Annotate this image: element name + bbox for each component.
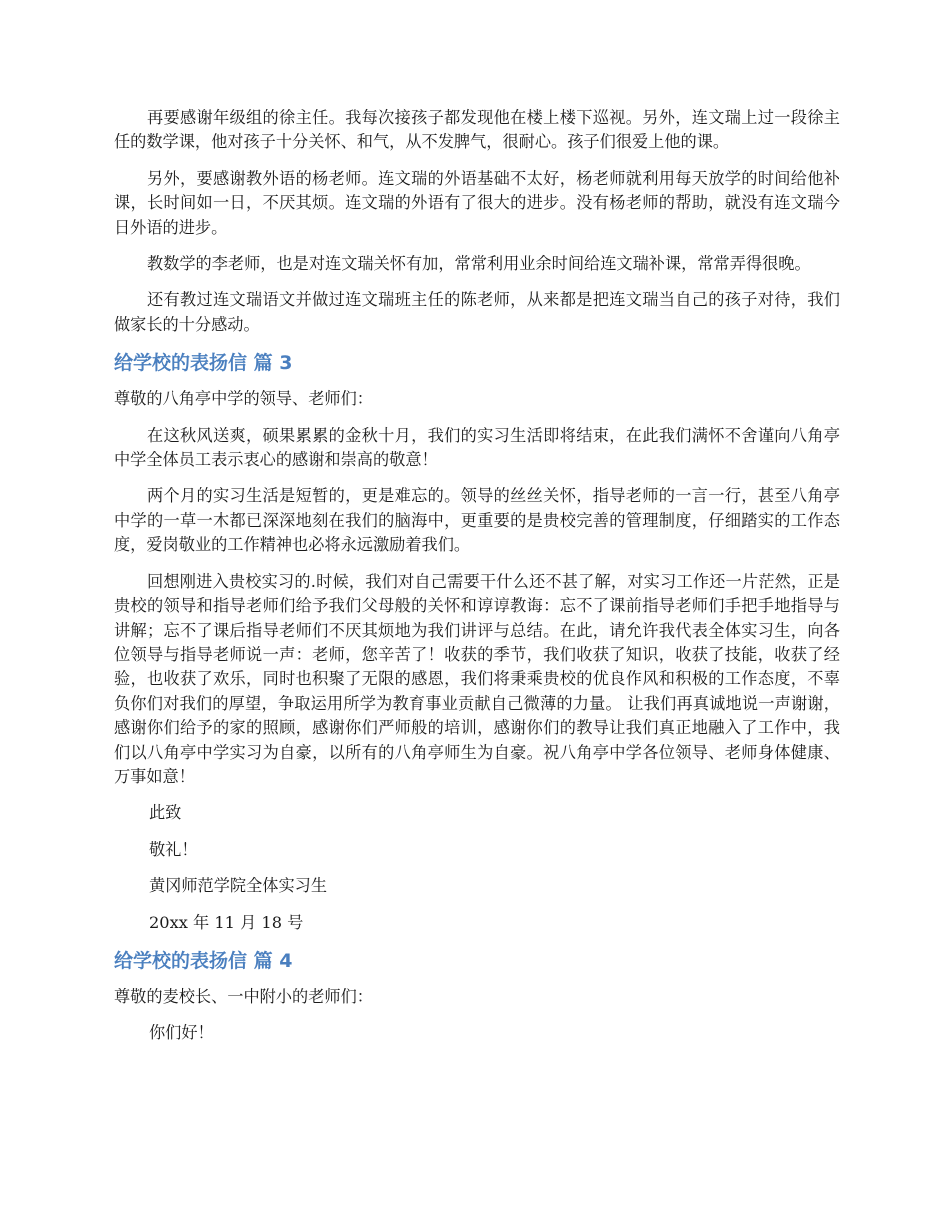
paragraph: 在这秋风送爽，硕果累累的金秋十月，我们的实习生活即将结束，在此我们满怀不舍谨向八角亭中学全体员工表示衷心的感谢和崇高的敬意！ <box>114 425 840 470</box>
signature: 黄冈师范学院全体实习生 <box>149 876 328 896</box>
paragraph: 回想刚进入贵校实习的.时候，我们对自己需要干什么还不甚了解，对实习工作还一片茫然，正是贵校的领导和指导老师们给予我们父母般的关怀和谆谆教诲：忘不了课前指导老师们手把手地指导与讲解；忘不了课后指导老师们不厌其烦地为我们讲评与总结。在此，请允许我代表全体实习生，向各位领导与指导老师说一声：老师，您辛苦了！收获的季节，我们收获了知识，收获了技能，收获了经验，也收获了欢乐，同时也积聚了无限的感恩，我们将秉乘贵校的优良作风和积极的工作态度，不辜负你们对我们的厚望，争取运用所学为教育事业贡献自己微薄的力量。 让我们再真诚地说一声谢谢，感谢你们给予的家的照顾，感谢你们严师般的培训，感谢你们的教导让我们真正地融入了工作中，我们以八角亭中学实习为自豪，以所有的八角亭师生为自豪。祝八角亭中学各位领导、老师身体健康、万事如意！ <box>114 571 840 786</box>
paragraph: 还有教过连文瑞语文并做过连文瑞班主任的陈老师，从来都是把连文瑞当自己的孩子对待，我们做家长的十分感动。 <box>114 290 840 334</box>
closing-line: 敬礼！ <box>149 839 198 859</box>
paragraph: 另外，要感谢教外语的杨老师。连文瑞的外语基础不太好，杨老师就利用每天放学的时间给他补课，长时间如一日，不厌其烦。连文瑞的外语有了很大的进步。没有杨老师的帮助，就没有连文瑞今日外语的进步。 <box>114 168 840 237</box>
section-heading: 给学校的表扬信 篇 3 <box>114 352 293 375</box>
section-heading: 给学校的表扬信 篇 4 <box>114 949 293 972</box>
paragraph: 再要感谢年级组的徐主任。我每次接孩子都发现他在楼上楼下巡视。另外，连文瑞上过一段徐主任的数学课，他对孩子十分关怀、和气，从不发脾气，很耐心。孩子们很爱上他的课。 <box>114 108 840 152</box>
closing-line: 此致 <box>149 803 182 823</box>
paragraph: 两个月的实习生活是短暂的，更是难忘的。领导的丝丝关怀，指导老师的一言一行，甚至八角亭中学的一草一木都已深深地刻在我们的脑海中，更重要的是贵校完善的管理制度，仔细踏实的工作态度，爱岗敬业的工作精神也必将永远激励着我们。 <box>114 486 840 555</box>
date: 20xx 年 11 月 18 号 <box>149 912 304 932</box>
paragraph: 教数学的李老师，也是对连文瑞关怀有加，常常利用业余时间给连文瑞补课，常常弄得很晚。 <box>147 254 811 274</box>
document-page <box>114 106 840 1058</box>
greeting: 你们好！ <box>149 1023 214 1043</box>
salutation: 尊敬的八角亭中学的领导、老师们： <box>114 389 373 409</box>
salutation: 尊敬的麦校长、一中附小的老师们： <box>114 986 373 1006</box>
